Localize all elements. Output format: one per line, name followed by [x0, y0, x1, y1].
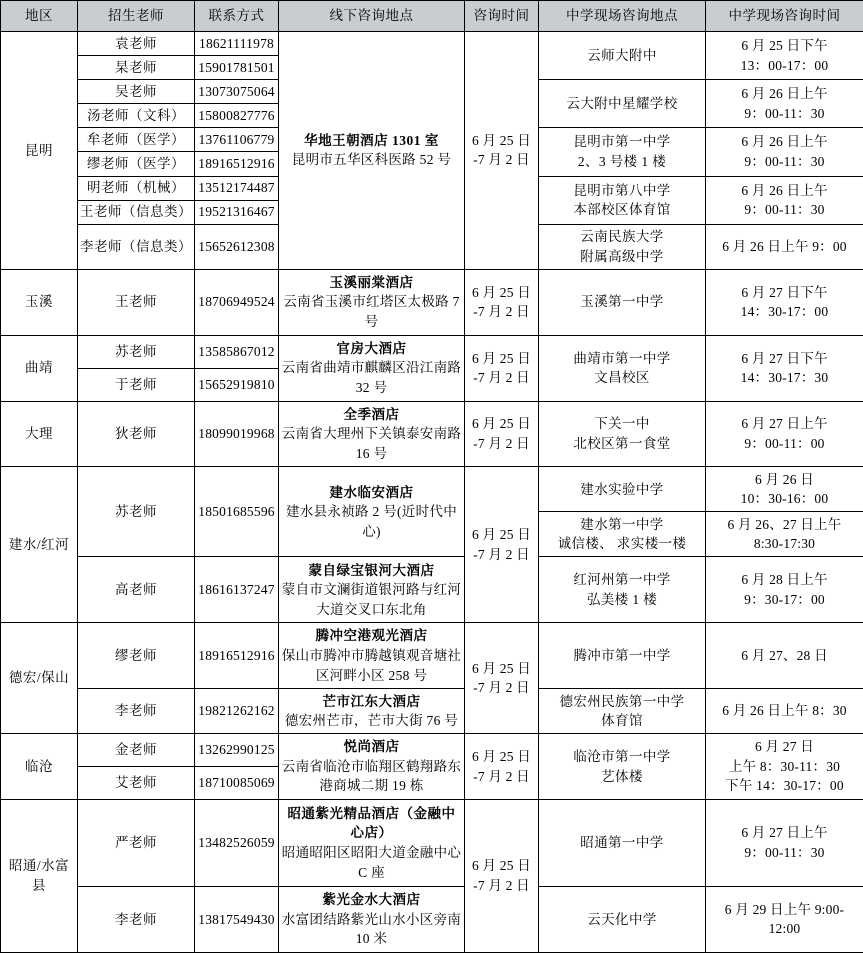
- region-cell: 建水/红河: [1, 467, 78, 623]
- school-time-line-2: 8:30-17:30: [753, 536, 816, 552]
- school-time-line-2: 9：00-11：00: [744, 435, 825, 451]
- period-line-2: -7 月 2 日: [473, 878, 530, 894]
- period-line-1: 6 月 25 日: [472, 527, 531, 543]
- column-header-teacher: 招生老师: [78, 1, 195, 32]
- school-time-line-2: 10：30-16：00: [740, 491, 829, 507]
- table-row: [1, 401, 863, 467]
- venue-address: 云南省曲靖市麒麟区沿江南路 32 号: [281, 360, 462, 395]
- school-name-line-2: 本部校区体育馆: [573, 202, 671, 218]
- school-name-line-1: 玉溪第一中学: [580, 294, 664, 310]
- school-time-line-1: 6 月 27 日下午: [741, 350, 828, 366]
- consult-period-cell: [465, 269, 539, 335]
- consult-period-cell: [465, 335, 539, 401]
- offline-venue-cell: [279, 401, 465, 467]
- venue-name: 芒市江东大酒店: [322, 693, 421, 709]
- venue-address: 云南省临沧市临翔区鹤翔路东港商城二期 19 栋: [281, 758, 462, 794]
- school-name-line-2: 艺体楼: [601, 768, 643, 784]
- table-row: [1, 800, 863, 887]
- teacher-phone-cell: 18706949524: [195, 269, 279, 335]
- school-time-cell: [706, 335, 863, 401]
- school-time-cell: [706, 80, 863, 128]
- period-line-2: -7 月 2 日: [473, 768, 530, 784]
- offline-venue-cell: [279, 689, 465, 734]
- school-name-line-1: 云师大附中: [587, 47, 657, 63]
- table-header: [1, 1, 863, 32]
- school-time-line-1: 6 月 27 日下午: [741, 284, 828, 300]
- column-header-offline-venue: 线下咨询地点: [279, 1, 465, 32]
- school-venue-cell: [539, 401, 706, 467]
- offline-venue-cell: [279, 557, 465, 623]
- offline-venue-cell: [279, 800, 465, 887]
- school-venue-cell: [539, 886, 706, 952]
- school-time-line-1: 6 月 26 日上午 8：30: [722, 703, 847, 719]
- school-time-line-1: 6 月 27、28 日: [741, 647, 828, 663]
- column-header-consult-period: 咨询时间: [465, 1, 539, 32]
- venue-address: 保山市腾冲市腾越镇观音塘社区河畔小区 258 号: [281, 647, 462, 683]
- school-time-line-1: 6 月 28 日上午: [741, 572, 828, 588]
- school-time-line-3: 下午 14：30-17：00: [725, 778, 844, 794]
- school-time-line-2: 9：00-11：30: [744, 153, 825, 169]
- school-venue-cell: [539, 512, 706, 557]
- teacher-name-cell: 吴老师: [78, 80, 195, 104]
- school-time-cell: [706, 886, 863, 952]
- consult-period-cell: [465, 32, 539, 270]
- venue-address: 昭通昭阳区昭阳大道金融中心 C 座: [281, 844, 462, 880]
- school-time-cell: [706, 269, 863, 335]
- column-header-contact: 联系方式: [195, 1, 279, 32]
- table-row: [1, 623, 863, 689]
- school-venue-cell: [539, 224, 706, 269]
- school-venue-cell: [539, 623, 706, 689]
- teacher-name-cell: 袁老师: [78, 32, 195, 56]
- consult-period-cell: [465, 734, 539, 800]
- column-header-school-venue: 中学现场咨询地点: [539, 1, 706, 32]
- teacher-phone-cell: 13512174487: [195, 176, 279, 200]
- school-time-line-1: 6 月 26 日: [755, 471, 814, 487]
- region-cell: 大理: [1, 401, 78, 467]
- venue-address: 蒙自市文澜街道银河路与红河大道交叉口东北角: [281, 582, 462, 617]
- period-line-1: 6 月 25 日: [472, 858, 531, 874]
- school-name-line-1: 下关一中: [594, 416, 650, 432]
- period-line-1: 6 月 25 日: [472, 416, 531, 432]
- venue-address: 昆明市五华区科医路 52 号: [291, 152, 452, 168]
- venue-name: 华地王朝酒店 1301 室: [304, 132, 439, 148]
- school-name-line-1: 建水第一中学: [580, 516, 664, 532]
- teacher-phone-cell: 18616137247: [195, 557, 279, 623]
- teacher-phone-cell: 18621111978: [195, 32, 279, 56]
- school-time-line-1: 6 月 27 日: [755, 739, 814, 755]
- offline-venue-cell: [279, 886, 465, 952]
- school-time-cell: [706, 128, 863, 176]
- school-time-cell: [706, 224, 863, 269]
- teacher-phone-cell: 18916512916: [195, 623, 279, 689]
- column-header-school-time: 中学现场咨询时间: [706, 1, 863, 32]
- region-cell: 临沧: [1, 734, 78, 800]
- school-time-cell: [706, 557, 863, 623]
- school-name-line-1: 临沧市第一中学: [573, 749, 671, 765]
- venue-address: 云南省玉溪市红塔区太极路 7 号: [283, 294, 460, 329]
- school-name-line-2: 2、3 号楼 1 楼: [577, 153, 667, 169]
- column-header-region: 地区: [1, 1, 78, 32]
- school-venue-cell: [539, 689, 706, 734]
- school-venue-cell: [539, 335, 706, 401]
- teacher-phone-cell: 19521316467: [195, 200, 279, 224]
- offline-venue-cell: [279, 467, 465, 557]
- school-time-cell: [706, 32, 863, 80]
- period-line-1: 6 月 25 日: [472, 350, 531, 366]
- period-line-2: -7 月 2 日: [473, 546, 530, 562]
- period-line-1: 6 月 25 日: [472, 132, 531, 148]
- teacher-phone-cell: 18501685596: [195, 467, 279, 557]
- school-time-line-1: 6 月 27 日上午: [741, 825, 828, 841]
- school-time-line-1: 6 月 26 日上午 9：00: [722, 238, 847, 254]
- period-line-1: 6 月 25 日: [472, 284, 531, 300]
- venue-name: 昭通紫光精品酒店（金融中心店）: [287, 805, 456, 841]
- school-venue-cell: [539, 800, 706, 887]
- school-venue-cell: [539, 80, 706, 128]
- school-time-line-2: 14：30-17：00: [740, 304, 829, 320]
- school-time-line-2: 12:00: [768, 921, 801, 937]
- school-time-line-2: 9：00-11：30: [744, 844, 825, 860]
- table-row: [1, 689, 863, 734]
- school-time-cell: [706, 623, 863, 689]
- teacher-name-cell: 缪老师: [78, 623, 195, 689]
- period-line-2: -7 月 2 日: [473, 304, 530, 320]
- period-line-2: -7 月 2 日: [473, 435, 530, 451]
- school-time-line-1: 6 月 29 日上午 9:00-: [724, 901, 845, 917]
- header-row: [1, 1, 863, 32]
- school-time-cell: [706, 176, 863, 224]
- offline-venue-cell: [279, 734, 465, 800]
- school-time-cell: [706, 512, 863, 557]
- teacher-name-cell: 金老师: [78, 734, 195, 767]
- teacher-phone-cell: 18916512916: [195, 152, 279, 176]
- school-time-cell: [706, 467, 863, 512]
- teacher-phone-cell: 18710085069: [195, 767, 279, 800]
- teacher-name-cell: 于老师: [78, 368, 195, 401]
- teacher-phone-cell: 15652919810: [195, 368, 279, 401]
- offline-venue-cell: [279, 32, 465, 270]
- teacher-name-cell: 李老师（信息类）: [78, 224, 195, 269]
- venue-address: 德宏州芒市，芒市大街 76 号: [284, 713, 459, 729]
- region-cell: 昭通/水富县: [1, 800, 78, 953]
- teacher-phone-cell: 13761106779: [195, 128, 279, 152]
- school-name-line-1: 建水实验中学: [580, 481, 664, 497]
- region-cell: 昆明: [1, 32, 78, 270]
- consult-period-cell: [465, 467, 539, 623]
- school-name-line-1: 云大附中星耀学校: [566, 96, 678, 111]
- teacher-name-cell: 汤老师（文科）: [78, 104, 195, 128]
- table-row: [1, 269, 863, 335]
- school-time-line-1: 6 月 26 日上午: [741, 182, 828, 198]
- school-name-line-2: 北校区第一食堂: [573, 435, 671, 451]
- school-time-line-1: 6 月 26 日上午: [741, 86, 828, 102]
- school-name-line-2: 文昌校区: [594, 370, 650, 386]
- teacher-phone-cell: 13817549430: [195, 886, 279, 952]
- school-venue-cell: [539, 269, 706, 335]
- offline-venue-cell: [279, 623, 465, 689]
- school-time-line-1: 6 月 25 日下午: [741, 38, 828, 54]
- teacher-phone-cell: 18099019968: [195, 401, 279, 467]
- school-time-line-2: 上午 8：30-11：30: [728, 758, 841, 774]
- teacher-phone-cell: 13262990125: [195, 734, 279, 767]
- school-name-line-1: 红河州第一中学: [573, 572, 671, 588]
- table-row: [1, 467, 863, 512]
- teacher-name-cell: 苏老师: [78, 335, 195, 368]
- teacher-name-cell: 苏老师: [78, 467, 195, 557]
- school-name-line-2: 体育馆: [601, 713, 643, 729]
- school-name-line-1: 昭通第一中学: [580, 835, 664, 851]
- teacher-phone-cell: 15652612308: [195, 224, 279, 269]
- teacher-name-cell: 明老师（机械）: [78, 176, 195, 200]
- teacher-name-cell: 艾老师: [78, 767, 195, 800]
- school-name-line-1: 昆明市第一中学: [573, 134, 671, 150]
- period-line-2: -7 月 2 日: [473, 370, 530, 386]
- school-venue-cell: [539, 32, 706, 80]
- venue-name: 腾冲空港观光酒店: [315, 628, 428, 644]
- school-name-line-1: 腾冲市第一中学: [573, 647, 671, 663]
- teacher-name-cell: 李老师: [78, 689, 195, 734]
- table-row: [1, 335, 863, 368]
- school-time-cell: [706, 734, 863, 800]
- venue-name: 全季酒店: [343, 406, 400, 422]
- school-venue-cell: [539, 176, 706, 224]
- venue-name: 紫光金水大酒店: [322, 892, 421, 908]
- table-row: [1, 557, 863, 623]
- teacher-phone-cell: 15800827776: [195, 104, 279, 128]
- region-cell: 玉溪: [1, 269, 78, 335]
- teacher-phone-cell: 15901781501: [195, 56, 279, 80]
- consult-period-cell: [465, 800, 539, 953]
- school-time-line-2: 13：00-17：00: [740, 57, 829, 73]
- teacher-name-cell: 缪老师（医学）: [78, 152, 195, 176]
- teacher-name-cell: 李老师: [78, 886, 195, 952]
- venue-name: 建水临安酒店: [329, 484, 414, 500]
- venue-address: 水富团结路紫光山水小区旁南 10 米: [281, 911, 462, 947]
- venue-address: 云南省大理州下关镇泰安南路 16 号: [281, 426, 462, 461]
- teacher-phone-cell: 19821262162: [195, 689, 279, 734]
- school-name-line-1: 曲靖市第一中学: [573, 350, 671, 366]
- teacher-name-cell: 狄老师: [78, 401, 195, 467]
- venue-name: 官房大酒店: [336, 340, 407, 356]
- teacher-name-cell: 王老师（信息类）: [78, 200, 195, 224]
- school-time-cell: [706, 689, 863, 734]
- venue-address: 建水县永祯路 2 号(近时代中心): [286, 504, 457, 539]
- teacher-name-cell: 王老师: [78, 269, 195, 335]
- school-time-cell: [706, 401, 863, 467]
- table-row: [1, 32, 863, 56]
- school-time-cell: [706, 800, 863, 887]
- offline-venue-cell: [279, 269, 465, 335]
- teacher-phone-cell: 13585867012: [195, 335, 279, 368]
- school-venue-cell: [539, 467, 706, 512]
- school-time-line-2: 9：00-11：30: [744, 105, 825, 121]
- school-name-line-2: 附属高级中学: [580, 248, 664, 264]
- venue-name: 玉溪丽棠酒店: [329, 274, 414, 290]
- period-line-2: -7 月 2 日: [473, 680, 530, 696]
- school-time-line-1: 6 月 27 日上午: [741, 416, 828, 432]
- table-body: [1, 32, 863, 953]
- school-time-line-2: 9：30-17：00: [744, 591, 825, 607]
- school-time-line-2: 14：30-17：30: [740, 370, 829, 386]
- offline-venue-cell: [279, 335, 465, 401]
- venue-name: 蒙自绿宝银河大酒店: [308, 562, 435, 578]
- school-time-line-2: 9：00-11：30: [744, 202, 825, 218]
- table-row: [1, 734, 863, 767]
- school-venue-cell: [539, 557, 706, 623]
- region-cell: 德宏/保山: [1, 623, 78, 734]
- teacher-name-cell: 牟老师（医学）: [78, 128, 195, 152]
- table-row: [1, 886, 863, 952]
- teacher-phone-cell: 13073075064: [195, 80, 279, 104]
- school-venue-cell: [539, 734, 706, 800]
- school-time-line-1: 6 月 26 日上午: [741, 134, 828, 150]
- school-name-line-1: 云南民族大学: [580, 229, 664, 245]
- school-name-line-2: 弘美楼 1 楼: [586, 591, 658, 607]
- teacher-name-cell: 高老师: [78, 557, 195, 623]
- venue-name: 悦尚酒店: [343, 739, 400, 755]
- region-cell: 曲靖: [1, 335, 78, 401]
- consult-period-cell: [465, 401, 539, 467]
- school-name-line-2: 诚信楼、 求实楼一楼: [557, 536, 687, 552]
- school-time-line-1: 6 月 26、27 日上午: [727, 516, 842, 532]
- teacher-name-cell: 严老师: [78, 800, 195, 887]
- school-name-line-1: 昆明市第八中学: [573, 182, 671, 198]
- teacher-phone-cell: 13482526059: [195, 800, 279, 887]
- period-line-1: 6 月 25 日: [472, 749, 531, 765]
- teacher-name-cell: 杲老师: [78, 56, 195, 80]
- consult-period-cell: [465, 623, 539, 734]
- school-venue-cell: [539, 128, 706, 176]
- period-line-2: -7 月 2 日: [473, 152, 530, 168]
- school-name-line-1: 德宏州民族第一中学: [559, 693, 685, 709]
- school-name-line-1: 云天化中学: [587, 911, 657, 927]
- period-line-1: 6 月 25 日: [472, 660, 531, 676]
